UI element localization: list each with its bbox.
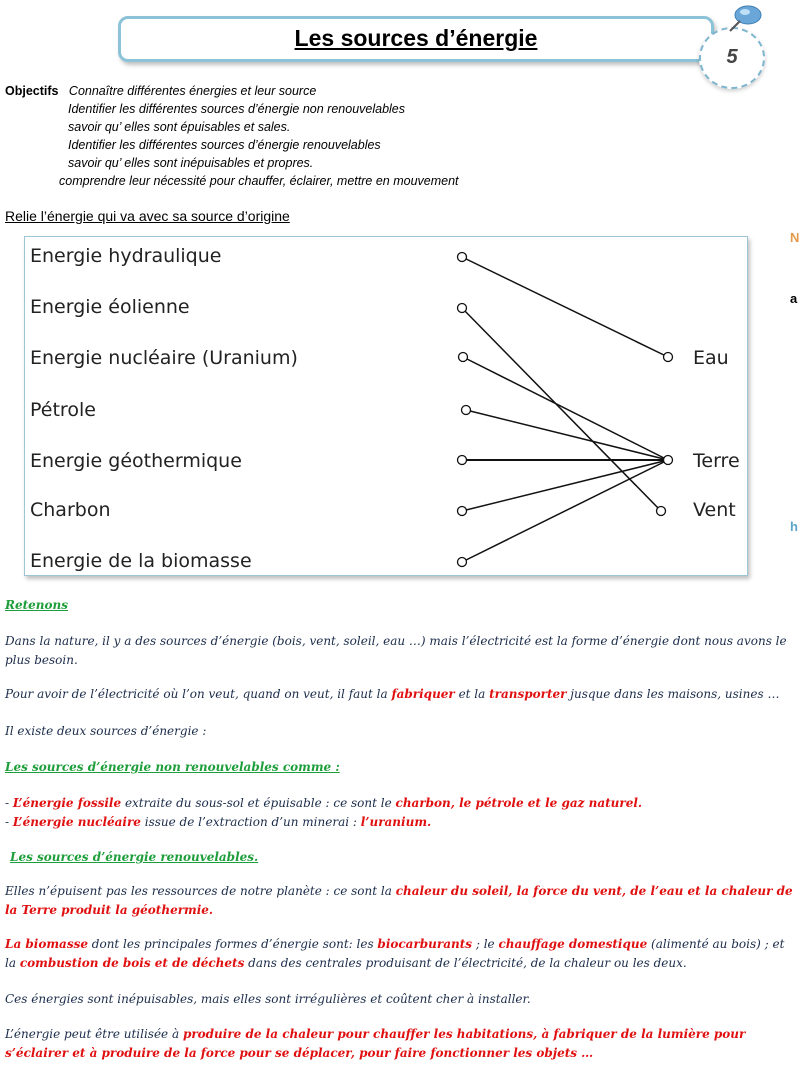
link-line — [462, 460, 668, 562]
side-letter: a — [790, 291, 798, 306]
item-dot — [458, 456, 467, 465]
item-dot — [462, 406, 471, 415]
lesson-number: 5 — [726, 46, 738, 68]
source-target: Eau — [693, 347, 729, 369]
exercise-instruction: Relie l’énergie qui va avec sa source d’origine — [5, 208, 290, 224]
target-dot — [664, 353, 673, 362]
energy-item: Energie éolienne — [30, 296, 190, 318]
target-dot — [657, 507, 666, 516]
objective-text: Identifier les différentes sources d’énergie non renouvelables — [68, 102, 406, 116]
lesson-heading: Retenons — [5, 598, 68, 612]
lesson-paragraph: Pour avoir de l’électricité où l’on veut, quand on veut, il faut la fabriquer et la transporter jusque dans les maisons, usines … — [5, 687, 780, 701]
lesson-paragraph: Ces énergies sont inépuisables, mais elles sont irrégulières et coûtent cher à installer. — [5, 992, 531, 1006]
side-letter: h — [790, 519, 798, 534]
item-dot — [458, 558, 467, 567]
nuclear-line: - L’énergie nucléaire issue de l’extraction d’un minerai : l’uranium. — [5, 815, 432, 829]
energy-item: Pétrole — [30, 399, 96, 421]
link-line — [463, 357, 668, 460]
title-box — [118, 16, 714, 62]
objective-text: Connaître différentes énergies et leur source — [68, 84, 317, 98]
renewable-heading: Les sources d’énergie renouvelables. — [10, 850, 259, 864]
lesson-paragraph: Dans la nature, il y a des sources d’énergie (bois, vent, soleil, eau …) mais l’électricité est la forme d’énergie dont nous avons le plus besoin. — [5, 634, 787, 667]
lesson-paragraph: Il existe deux sources d’énergie : — [5, 724, 207, 738]
objectives-label: Objectifs — [5, 84, 59, 98]
renewable-line: Elles n’épuisent pas les ressources de notre planète : ce sont la chaleur du soleil, la force du vent, de l’eau et la chaleur de la Terre produit la géothermie. — [5, 884, 793, 917]
energy-item: Energie géothermique — [30, 450, 242, 472]
energy-item: Energie nucléaire (Uranium) — [30, 347, 298, 369]
objective-text: Identifier les différentes sources d’énergie renouvelables — [68, 138, 381, 152]
link-line — [462, 257, 668, 357]
nonrenewable-heading: Les sources d’énergie non renouvelables comme : — [5, 760, 340, 774]
source-target: Terre — [693, 450, 740, 472]
energy-item: Charbon — [30, 499, 111, 521]
link-line — [466, 410, 668, 460]
pushpin-icon — [722, 4, 766, 34]
target-dot — [664, 456, 673, 465]
item-dot — [458, 507, 467, 516]
energy-item: Energie hydraulique — [30, 245, 222, 267]
matching-exercise — [24, 236, 748, 576]
source-target: Vent — [693, 499, 736, 521]
objectives-line-1 — [5, 84, 316, 98]
biomass-line: La biomasse dont les principales formes d’énergie sont: les biocarburants ; le chauffage domestique (alimenté au bois) ; et la combustion de bois et de déchets dans des centrales produisant de l’électricité, de la chaleur ou les deux. — [5, 937, 785, 970]
item-dot — [458, 253, 467, 262]
link-line — [462, 460, 668, 511]
objective-text: savoir qu’ elles sont inépuisables et propres. — [68, 156, 314, 170]
objective-text: savoir qu’ elles sont épuisables et sales. — [68, 120, 291, 134]
matching-lines — [25, 237, 747, 575]
fossil-line: - L’énergie fossile extraite du sous-sol et épuisable : ce sont le charbon, le pétrole et le gaz naturel. — [5, 796, 643, 810]
uses-line: L’énergie peut être utilisée à produire de la chaleur pour chauffer les habitations, à fabriquer de la lumière pour s’éclairer et à produire de la force pour se déplacer, pour faire fonctionner les objets … — [5, 1027, 746, 1060]
item-dot — [459, 353, 468, 362]
energy-item: Energie de la biomasse — [30, 550, 252, 572]
objective-text: comprendre leur nécessité pour chauffer, éclairer, mettre en mouvement — [59, 174, 459, 188]
page-title: Les sources d’énergie — [294, 25, 538, 51]
item-dot — [458, 304, 467, 313]
lesson-number-badge — [699, 27, 765, 89]
side-letter: N — [790, 230, 800, 245]
